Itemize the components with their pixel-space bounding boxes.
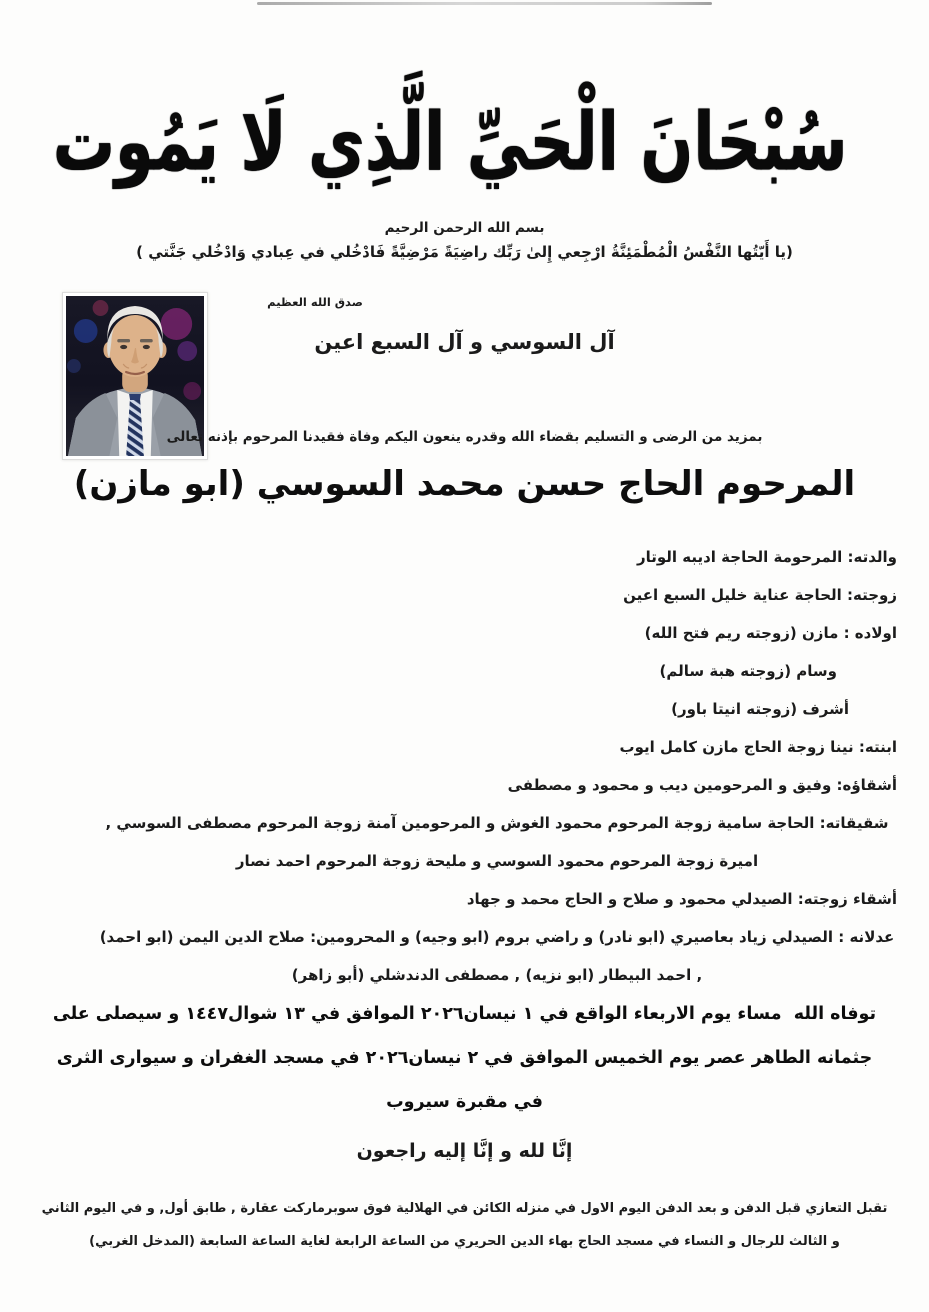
- detail-item-son-wissam: وسام (زوجته هبة سالم): [659, 662, 837, 680]
- detail-item-wife-brothers: أشقاء زوجته: الصيدلي محمود و صلاح و الحاج محمد و جهاد: [466, 890, 897, 908]
- funeral-details-paragraph: توفاه الله مساء يوم الاربعاء الواقع في ١ نيسان٢٠٢٦ الموافق في ١٣ شوال١٤٤٧ و سيصلى على جثمانه الطاهر عصر يوم الخميس الموافق في ٢ نيسان٢٠٢٦ في مسجد الغفران و سيوارى الثرى في مقبرة سيروب: [46, 1004, 877, 1112]
- detail-item-sons: اولاده : مازن (زوجته ريم فتح الله): [644, 624, 897, 642]
- announcement-line: بمزيد من الرضى و التسليم بقضاء الله وقدره ينعون اليكم وفاة فقيدنا المرحوم بإذنه تعالى: [166, 429, 763, 445]
- detail-item-son-ashraf: أشرف (زوجته انيتا باور): [671, 700, 849, 718]
- detail-item-brothers: أشقاؤه: وفيق و المرحومين ديب و محمود و مصطفى: [507, 776, 897, 794]
- family-details-list: [97, 538, 897, 994]
- scan-artifact-line: [257, 2, 712, 5]
- detail-item-sisters: شقيقاته: الحاجة سامية زوجة المرحوم محمود الغوش و المرحومين آمنة زوجة المرحوم مصطفى السوسي , اميرة زوجة المرحوم محمود السوسي و مليحة زوجة المرحوم احمد نصار: [105, 814, 889, 870]
- condolences-paragraph: تقبل التعازي قبل الدفن و بعد الدفن اليوم الاول في منزله الكائن في الهلالية فوق سوبرماركت عقارة , طابق أول, و في اليوم الثاني و الثالث للرجال و النساء في مسجد الحاج بهاء الدين الحريري من الساعة الرابعة لغاية الساعة السابعة (المدخل الغربي): [41, 1201, 888, 1249]
- quran-verse-text: (يا أَيّتُها النَّفْسُ الْمُطْمَئِنَّةُ ارْجِعي إِلىٰ رَبِّك راضِيَةً مَرْضِيَّةً فَادْخُلي في عِبادي وَادْخُلي جَنَّتي ): [136, 243, 793, 261]
- family-names-title: آل السوسي و آل السبع اعين: [314, 330, 615, 354]
- detail-item-brothers-in-law: عدلانه : الصيدلي زياد بعاصيري (ابو نادر) و راضي بروم (ابو وجيه) و المحرومين: صلاح الدين اليمن (ابو احمد) , احمد البيطار (ابو نزيه) , مصطفى الدندشلي (أبو زاهر): [99, 928, 895, 984]
- detail-item-daughter: ابنته: نينا زوجة الحاج مازن كامل ايوب: [619, 738, 897, 756]
- basmala-text: بسم الله الرحمن الرحيم: [384, 220, 545, 236]
- calligraphy-header: سُبْحَانَ الْحَيِّ الَّذِي لَا يَمُوت: [52, 93, 848, 189]
- deceased-name-title: المرحوم الحاج حسن محمد السوسي (ابو مازن): [73, 464, 856, 504]
- sadaqallah-text: صدق الله العظيم: [267, 295, 363, 309]
- istirjaa-text: إنَّا لله و إنَّا إليه راجعون: [356, 1140, 573, 1162]
- detail-item-mother: والدته: المرحومة الحاجة اديبه الوتار: [636, 548, 897, 566]
- detail-item-wife: زوجته: الحاجة عناية خليل السبع اعين: [623, 586, 897, 604]
